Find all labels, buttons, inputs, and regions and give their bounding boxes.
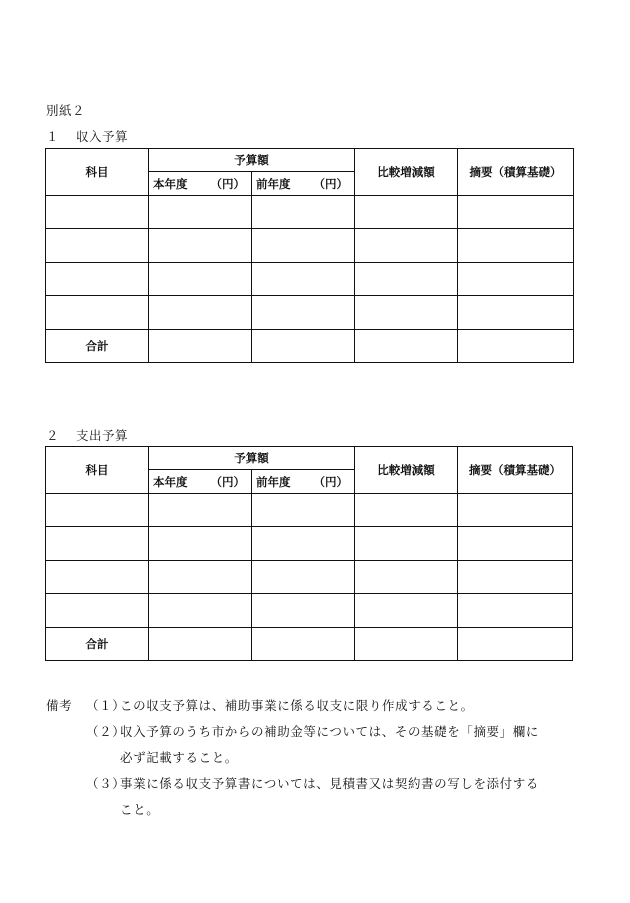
table-cell[interactable]	[149, 296, 252, 329]
header-prev-year	[252, 470, 355, 494]
total-label: 合計	[46, 329, 149, 362]
table-cell[interactable]	[252, 296, 355, 329]
total-label: 合計	[46, 627, 149, 660]
table-cell[interactable]	[46, 296, 149, 329]
table-cell[interactable]	[252, 627, 355, 660]
table-cell[interactable]	[149, 494, 252, 527]
table-cell[interactable]	[355, 262, 458, 295]
table-cell[interactable]	[458, 627, 573, 660]
section-number: ２	[46, 428, 60, 443]
current-year-label: 本年度	[153, 176, 188, 191]
remark-continuation: こと。	[120, 802, 160, 817]
table-cell[interactable]	[46, 196, 149, 229]
header-budget: 予算額	[149, 149, 355, 172]
income-budget-table	[45, 148, 574, 363]
table-cell[interactable]	[149, 262, 252, 295]
table-cell[interactable]	[252, 229, 355, 262]
section-title: 収入予算	[76, 129, 129, 144]
remarks-label: 備考	[46, 698, 73, 713]
table-cell[interactable]	[458, 494, 573, 527]
header-subject: 科目	[46, 149, 149, 196]
table-cell[interactable]	[458, 296, 574, 329]
table-cell[interactable]	[149, 527, 252, 560]
header-summary: 摘要（積算基礎）	[458, 447, 573, 494]
yen-unit: （円）	[210, 176, 245, 191]
table-cell[interactable]	[355, 494, 458, 527]
section-heading-income	[46, 127, 128, 145]
table-cell[interactable]	[46, 229, 149, 262]
table-cell[interactable]	[46, 527, 149, 560]
table-cell[interactable]	[46, 594, 149, 627]
table-cell[interactable]	[355, 594, 458, 627]
section-title: 支出予算	[76, 428, 129, 443]
table-cell[interactable]	[458, 229, 574, 262]
prev-year-label: 前年度	[256, 176, 291, 191]
expense-budget-table	[45, 446, 573, 661]
remark-number: （１）	[86, 698, 126, 713]
header-budget: 予算額	[149, 447, 355, 470]
remark-text: 事業に係る収支予算書については、見積書又は契約書の写しを添付する	[120, 776, 539, 791]
section-number: １	[46, 129, 60, 144]
table-cell[interactable]	[355, 560, 458, 593]
table-cell[interactable]	[458, 527, 573, 560]
header-diff: 比較増減額	[355, 447, 458, 494]
table-cell[interactable]	[252, 494, 355, 527]
header-summary: 摘要（積算基礎）	[458, 149, 574, 196]
table-cell[interactable]	[252, 594, 355, 627]
header-current-year	[149, 470, 252, 494]
table-cell[interactable]	[252, 262, 355, 295]
table-cell[interactable]	[252, 560, 355, 593]
header-prev-year	[252, 172, 355, 196]
table-cell[interactable]	[458, 196, 574, 229]
remark-number: （３）	[86, 776, 126, 791]
prev-year-label: 前年度	[256, 474, 291, 489]
table-cell[interactable]	[355, 329, 458, 362]
table-cell[interactable]	[149, 594, 252, 627]
table-cell[interactable]	[458, 594, 573, 627]
document-label: 別紙２	[46, 103, 86, 118]
table-cell[interactable]	[355, 229, 458, 262]
table-cell[interactable]	[252, 329, 355, 362]
table-cell[interactable]	[46, 262, 149, 295]
table-cell[interactable]	[355, 196, 458, 229]
table-cell[interactable]	[149, 229, 252, 262]
remark-number: （２）	[86, 724, 126, 739]
yen-unit: （円）	[313, 474, 348, 489]
yen-unit: （円）	[313, 176, 348, 191]
remark-item	[46, 771, 580, 797]
remark-continuation: 必ず記載すること。	[120, 750, 238, 765]
table-cell[interactable]	[252, 527, 355, 560]
remark-text: 収入予算のうち市からの補助金等については、その基礎を「摘要」欄に	[120, 724, 539, 739]
remark-text: この収支予算は、補助事業に係る収支に限り作成すること。	[120, 698, 474, 713]
remark-item	[46, 693, 580, 719]
table-cell[interactable]	[458, 262, 574, 295]
table-cell[interactable]	[149, 627, 252, 660]
table-cell[interactable]	[355, 627, 458, 660]
table-cell[interactable]	[149, 329, 252, 362]
table-cell[interactable]	[46, 560, 149, 593]
table-cell[interactable]	[252, 196, 355, 229]
remark-item	[46, 719, 580, 745]
table-cell[interactable]	[458, 329, 574, 362]
table-cell[interactable]	[355, 296, 458, 329]
header-diff: 比較増減額	[355, 149, 458, 196]
table-cell[interactable]	[46, 494, 149, 527]
table-cell[interactable]	[458, 560, 573, 593]
table-cell[interactable]	[355, 527, 458, 560]
header-subject: 科目	[46, 447, 149, 494]
table-cell[interactable]	[149, 560, 252, 593]
header-current-year	[149, 172, 252, 196]
section-heading-expense	[46, 426, 128, 444]
table-cell[interactable]	[149, 196, 252, 229]
yen-unit: （円）	[210, 474, 245, 489]
remarks-section	[46, 693, 580, 823]
current-year-label: 本年度	[153, 474, 188, 489]
